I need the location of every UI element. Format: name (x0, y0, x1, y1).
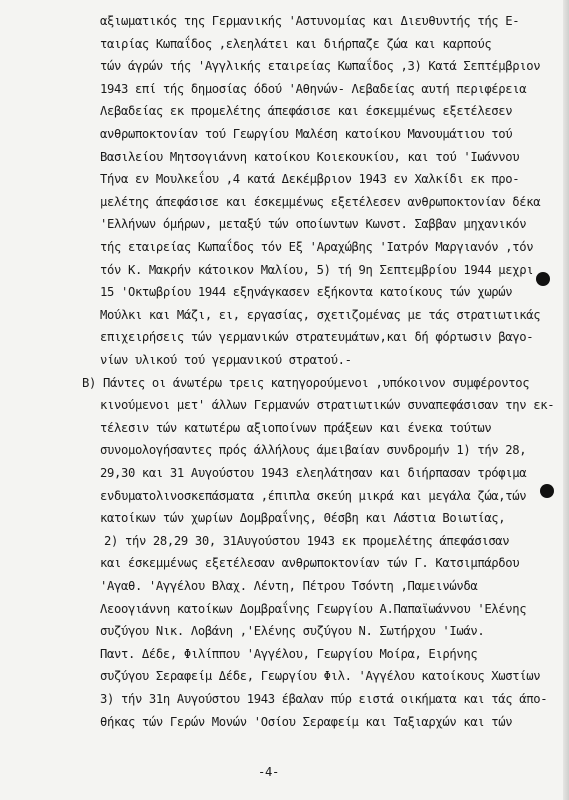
text-line: συνομολογήσαντες πρός άλλήλους άμειβαίαν συνδρομήν 1) τήν 28, (100, 443, 527, 458)
text-line: 3) τήν 31η Αυγούστου 1943 έβαλαν πύρ ειστά οικήματα και τάς άπο- (100, 692, 548, 706)
text-line: 2) τήν 28,29 30, 31Αυγούστου 1943 εκ προμελέτης άπεφάσισαν (104, 533, 510, 548)
text-line: μελέτης άπεφάσισε και έσκεμμένως εξετέλεσεν ανθρωποκτονίαν δέκα (100, 194, 541, 209)
text-line: θήκας τών Γερών Μονών 'Οσίου Σεραφείμ και Ταξιαρχών και τών (100, 714, 513, 729)
text-line: 'Αγαθ. 'Αγγέλου Βλαχ. Λέντη, Πέτρου Τσόντη ,Παμεινώνδα (100, 579, 478, 593)
text-line: και έσκεμμένως εξετέλεσαν ανθρωποκτονίαν τών Γ. Κατσιμπάρδου (100, 556, 520, 571)
page-edge-shadow (563, 0, 569, 800)
text-line: Τήνα εν Μουλκεΐου ,4 κατά Δεκέμβριον 1943 εν Χαλκίδι εκ προ- (100, 172, 520, 187)
text-line: 1943 επί τής δημοσίας όδού 'Αθηνών- Λεβαδείας αυτή περιφέρεια (100, 81, 527, 96)
text-line: Λεβαδείας εκ προμελέτης άπεφάσισε και έσκεμμένως εξετέλεσεν (100, 104, 513, 119)
text-line: 29,30 και 31 Αυγούστου 1943 ελεηλάτησαν και διήρπασαν τρόφιμα (100, 466, 527, 480)
text-line: Β) Πάντες οι άνωτέρω τρεις κατηγορούμενοι ,υπόκοινον συμφέροντος (82, 375, 530, 390)
text-line: συζύγου Νικ. Λοβάνη ,'Ελένης συζύγου Ν. Σωτήρχου 'Ιωάν. (100, 624, 485, 639)
text-line: τών άγρών τής 'Αγγλικής εταιρείας Κωπαΐδος ,3) Κατά Σεπτέμβριον (100, 59, 541, 74)
page-number: -4- (258, 765, 279, 779)
text-line: τής εταιρείας Κωπαΐδος τόν Εξ 'Αραχώβης 'Ιατρόν Μαργιανόν ,τόν (100, 240, 534, 254)
text-line: κινούμενοι μετ' άλλων Γερμανών στρατιωτικών συναπεφάσισαν την εκ- (100, 398, 555, 413)
text-line: τόν Κ. Μακρήν κάτοικον Μαλίου, 5) τή 9η Σεπτεμβρίου 1944 μεχρι (100, 262, 534, 277)
text-line: νίων υλικού τού γερμανικού στρατού.- (100, 353, 352, 367)
text-line: κατοίκων τών χωρίων Δομβραΐνης, Θέσβη και Λάστια Βοιωτίας, (100, 511, 506, 526)
punch-hole-mark (536, 272, 550, 286)
text-line: ταιρίας Κωπαΐδος ,ελεηλάτει και διήρπαζε ζώα και καρπούς (100, 36, 492, 51)
text-line: Βασιλείου Μητσογιάννη κατοίκου Κοιεκουκίου, και τού 'Ιωάννου (100, 149, 520, 164)
text-line: 15 'Οκτωβρίου 1944 εξηνάγκασεν εξήκοντα κατοίκους τών χωρών (100, 285, 513, 300)
text-line: Παντ. Δέδε, Φιλίππου 'Αγγέλου, Γεωργίου Μοίρα, Ειρήνης (100, 646, 478, 661)
text-line: Μούλκι και Μάζι, ει, εργασίας, σχετιζομένας με τάς στρατιωτικάς (100, 307, 541, 322)
text-line: αξιωματικός της Γερμανικής 'Αστυνομίας και Διευθυντής τής Ε- (100, 14, 520, 28)
text-line: 'Ελλήνων όμήρων, μεταξύ τών οποίωντων Κωνστ. Σαββαν μηχανικόν (100, 217, 527, 232)
text-line: Λεοογιάννη κατοίκων Δομβραΐνης Γεωργίου Α.Παπαϊωάννου 'Ελένης (100, 601, 527, 616)
text-line: επιχειρήσεις τών γερμανικών στρατευμάτων,και δή φόρτωσιν βαγο- (100, 330, 534, 345)
text-line: ενδυματολινοσκεπάσματα ,έπιπλα σκεύη μικρά και μεγάλα ζώα,τών (100, 488, 527, 503)
text-line: ανθρωποκτονίαν τού Γεωργίου Μαλέση κατοίκου Μανουμάτιου τού (100, 127, 513, 141)
text-line: συζύγου Σεραφείμ Δέδε, Γεωργίου Φιλ. 'Αγγέλου κατοίκους Χωστίων (100, 669, 541, 684)
punch-hole-mark (540, 484, 554, 498)
text-line: τέλεσιν τών κατωτέρω αξιοποίνων πράξεων και ένεκα τούτων (100, 420, 492, 435)
